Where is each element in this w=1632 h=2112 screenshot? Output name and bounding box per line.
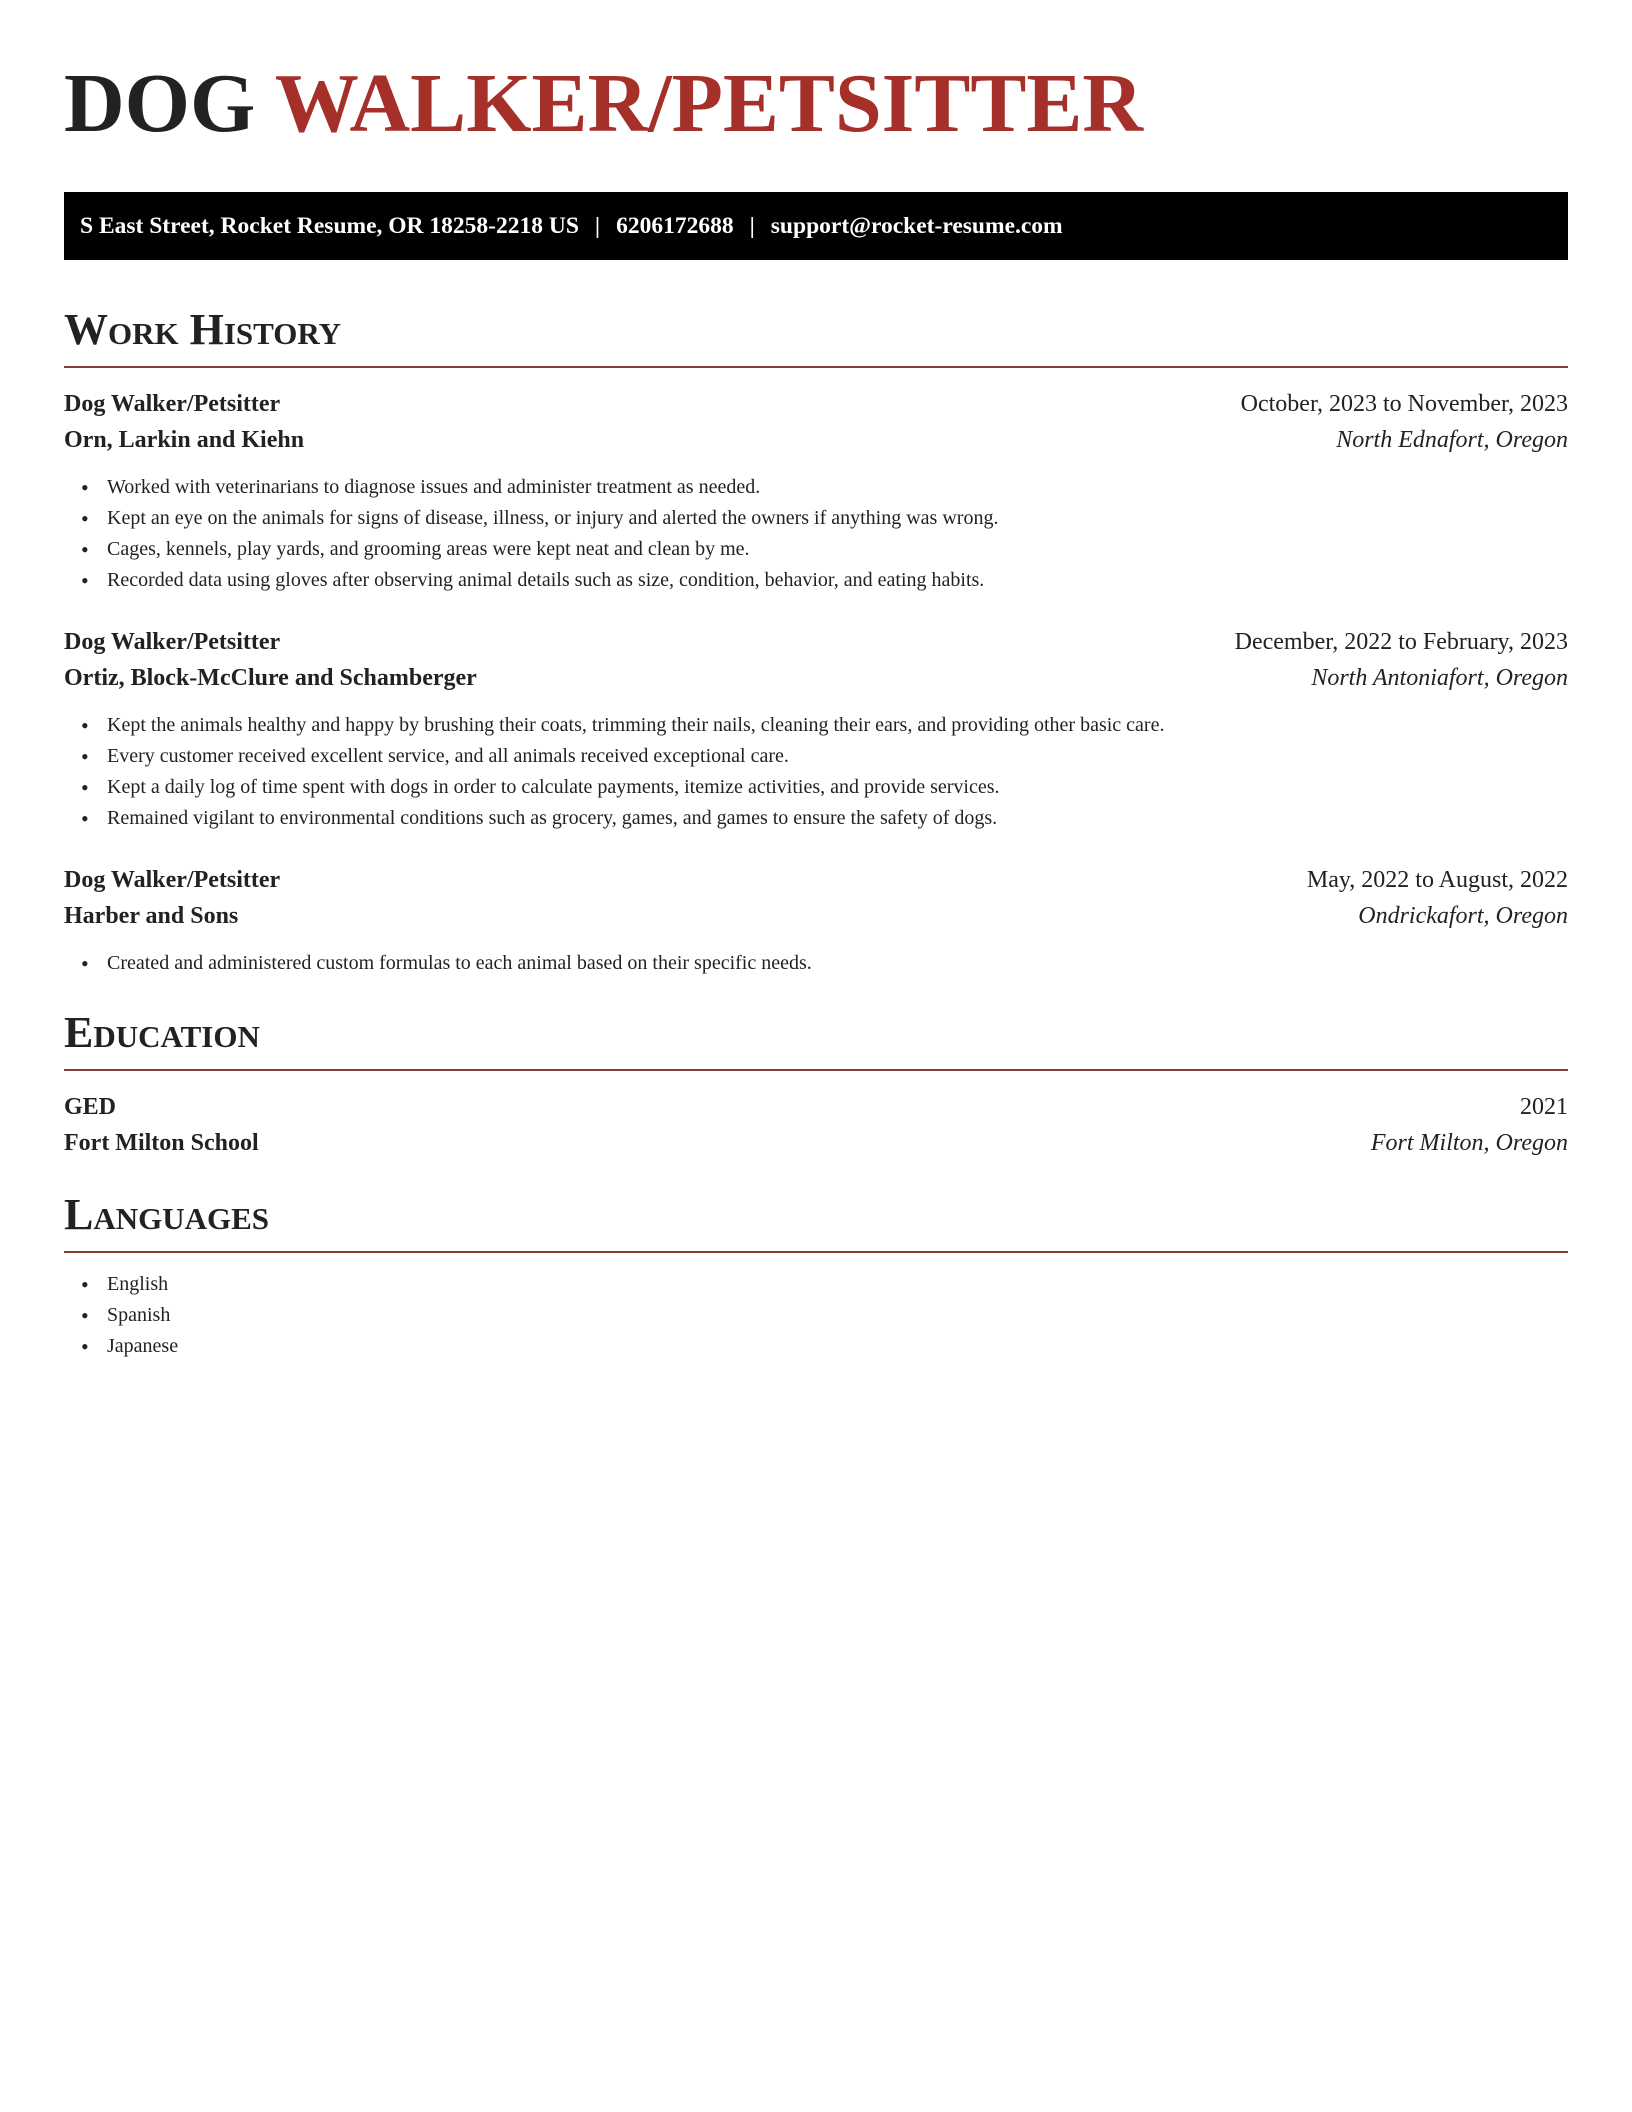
job-duties bbox=[64, 472, 1568, 596]
language-item: • Japanese bbox=[107, 1331, 1568, 1362]
job-location: North Ednafort, Oregon bbox=[1336, 427, 1568, 453]
resume-title bbox=[64, 0, 1568, 158]
school-name: Fort Milton School bbox=[64, 1130, 259, 1156]
contact-separator: | bbox=[749, 212, 755, 239]
entry-company-row bbox=[64, 660, 1568, 696]
entry-company-row bbox=[64, 422, 1568, 458]
duty-item: • Kept an eye on the animals for signs of disease, illness, or injury and alerted the owners if anything was wrong. bbox=[107, 503, 1568, 534]
company-name: Orn, Larkin and Kiehn bbox=[64, 427, 305, 453]
work-entry bbox=[64, 624, 1568, 834]
duty-item: • Remained vigilant to environmental conditions such as grocery, games, and games to ensure the safety of dogs. bbox=[107, 803, 1568, 834]
education-entry bbox=[64, 1089, 1568, 1161]
duty-item: • Cages, kennels, play yards, and grooming areas were kept neat and clean by me. bbox=[107, 534, 1568, 565]
job-dates: December, 2022 to February, 2023 bbox=[1234, 629, 1568, 655]
title-first-word: DOG bbox=[64, 57, 256, 150]
contact-separator: | bbox=[594, 212, 601, 239]
entry-header-row bbox=[64, 386, 1568, 422]
language-list bbox=[64, 1269, 1568, 1362]
contact-email: support@rocket-resume.com bbox=[770, 212, 1063, 239]
duty-item: • Kept a daily log of time spent with dogs in order to calculate payments, itemize activities, and provide services. bbox=[107, 772, 1568, 803]
education-header-row bbox=[64, 1089, 1568, 1125]
entry-company-row bbox=[64, 898, 1568, 934]
education-school-row bbox=[64, 1125, 1568, 1161]
job-location: Ondrickafort, Oregon bbox=[1358, 903, 1568, 929]
languages-heading: Languages bbox=[64, 1189, 1568, 1253]
degree: GED bbox=[64, 1094, 117, 1120]
job-dates: October, 2023 to November, 2023 bbox=[1240, 391, 1568, 417]
company-name: Harber and Sons bbox=[64, 903, 239, 929]
work-entry bbox=[64, 386, 1568, 596]
entry-header-row bbox=[64, 862, 1568, 898]
entry-header-row bbox=[64, 624, 1568, 660]
work-history-heading: Work History bbox=[64, 304, 1568, 368]
contact-address: S East Street, Rocket Resume, OR 18258-2218 US bbox=[80, 212, 579, 239]
job-duties bbox=[64, 948, 1568, 979]
job-dates: May, 2022 to August, 2022 bbox=[1306, 867, 1568, 893]
title-rest: WALKER/PETSITTER bbox=[274, 57, 1144, 150]
job-duties bbox=[64, 710, 1568, 834]
graduation-year: 2021 bbox=[1520, 1094, 1568, 1120]
school-location: Fort Milton, Oregon bbox=[1370, 1130, 1568, 1156]
education-heading: Education bbox=[64, 1007, 1568, 1071]
duty-item: • Recorded data using gloves after observing animal details such as size, condition, behavior, and eating habits. bbox=[107, 565, 1568, 596]
contact-phone: 6206172688 bbox=[616, 212, 734, 239]
language-item: • English bbox=[107, 1269, 1568, 1300]
job-location: North Antoniafort, Oregon bbox=[1311, 665, 1568, 691]
duty-item: • Kept the animals healthy and happy by brushing their coats, trimming their nails, cleaning their ears, and providing other basic care. bbox=[107, 710, 1568, 741]
duty-item: • Worked with veterinarians to diagnose issues and administer treatment as needed. bbox=[107, 472, 1568, 503]
duty-item: • Every customer received excellent service, and all animals received exceptional care. bbox=[107, 741, 1568, 772]
job-title: Dog Walker/Petsitter bbox=[64, 629, 281, 655]
duty-item: • Created and administered custom formulas to each animal based on their specific needs. bbox=[107, 948, 1568, 979]
contact-bar bbox=[64, 192, 1568, 260]
company-name: Ortiz, Block-McClure and Schamberger bbox=[64, 665, 477, 691]
work-entry bbox=[64, 862, 1568, 979]
job-title: Dog Walker/Petsitter bbox=[64, 867, 281, 893]
job-title: Dog Walker/Petsitter bbox=[64, 391, 281, 417]
language-item: • Spanish bbox=[107, 1300, 1568, 1331]
